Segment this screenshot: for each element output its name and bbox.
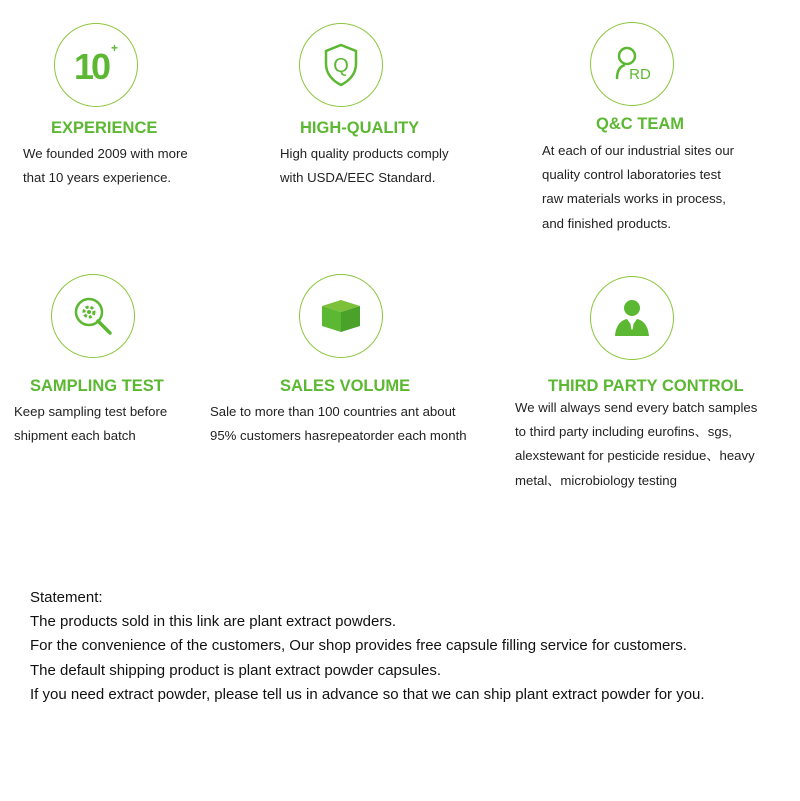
sampling-test-icon-circle bbox=[51, 274, 135, 358]
statement-block bbox=[30, 586, 705, 707]
experience-title: EXPERIENCE bbox=[51, 119, 158, 137]
qc-team-desc: At each of our industrial sites our quality control laboratories test raw materials works in process, and finished products. bbox=[542, 143, 735, 231]
sales-volume-icon-circle bbox=[299, 274, 383, 358]
statement-line: The default shipping product is plant extract powder capsules. bbox=[30, 661, 442, 679]
magnifier-gear-icon bbox=[70, 293, 116, 339]
statement-line: If you need extract powder, please tell us in advance so that we can ship plant extract powder for you. bbox=[30, 685, 705, 703]
ten-plus-icon: 10 + bbox=[73, 41, 119, 87]
third-party-title: THIRD PARTY CONTROL bbox=[548, 377, 744, 395]
sampling-test-desc: Keep sampling test before shipment each batch bbox=[14, 404, 168, 444]
statement-heading: Statement: bbox=[30, 589, 103, 606]
third-party-icon-circle bbox=[590, 276, 674, 360]
high-quality-icon-circle bbox=[299, 23, 383, 107]
rd-person-icon bbox=[607, 39, 657, 89]
high-quality-desc: High quality products comply with USDA/EEC Standard. bbox=[280, 146, 449, 186]
experience-icon-circle bbox=[54, 23, 138, 107]
sales-volume-desc: Sale to more than 100 countries ant about 95% customers hasrepeatorder each month bbox=[210, 404, 467, 444]
third-party-desc: We will always send every batch samples to third party including eurofins、sgs, alexstewant for pesticide residue、heavy metal、microbiology testing bbox=[515, 400, 758, 488]
svg-text:Q: Q bbox=[333, 55, 349, 77]
statement-line: The products sold in this link are plant extract powders. bbox=[30, 613, 397, 631]
statement-line: For the convenience of the customers, Our shop provides free capsule filling service for customers. bbox=[30, 637, 687, 655]
box-icon bbox=[318, 296, 364, 336]
high-quality-title: HIGH-QUALITY bbox=[300, 119, 420, 137]
svg-text:RD: RD bbox=[629, 66, 651, 83]
person-icon bbox=[612, 296, 652, 340]
qc-team-title: Q&C TEAM bbox=[596, 115, 684, 133]
sales-volume-title: SALES VOLUME bbox=[280, 377, 411, 395]
qc-team-icon-circle bbox=[590, 22, 674, 106]
shield-q-icon bbox=[321, 42, 361, 88]
sampling-test-title: SAMPLING TEST bbox=[30, 377, 164, 395]
experience-desc: We founded 2009 with more that 10 years experience. bbox=[23, 146, 188, 186]
